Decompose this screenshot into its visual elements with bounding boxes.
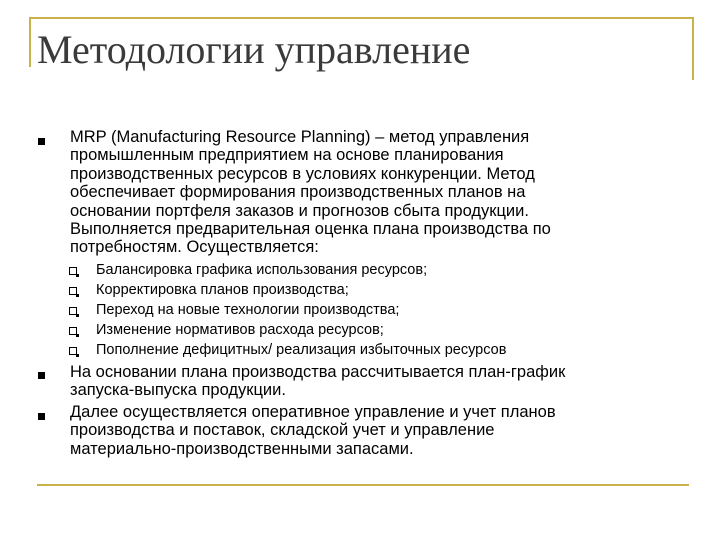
- text-line: производственных ресурсов в условиях конкуренции. Метод: [70, 164, 535, 183]
- text-line: потребностям. Осуществляется:: [70, 238, 319, 257]
- text-line: промышленным предприятием на основе планирования: [70, 146, 504, 165]
- square-bullet-icon: [38, 372, 45, 379]
- text-line: обеспечивает формирования производственных планов на: [70, 183, 526, 202]
- text-line: материально-производственными запасами.: [70, 439, 414, 458]
- bullet-paragraph-mrp: [70, 128, 690, 257]
- subitem-norm-change: Изменение нормативов расхода ресурсов;: [96, 322, 384, 338]
- subitem-resource-replenishment: Пополнение дефицитных/ реализация избыточных ресурсов: [96, 342, 507, 358]
- square-bullet-icon: [38, 138, 45, 145]
- subitem-resource-balancing: Балансировка графика использования ресурсов;: [96, 262, 428, 278]
- text-line: производства и поставок, складской учет и управление: [70, 421, 495, 440]
- text-line: запуска-выпуска продукции.: [70, 381, 286, 400]
- bottom-divider-line: [37, 484, 689, 486]
- title-frame-left-line: [29, 17, 31, 67]
- square-bullet-icon: [38, 413, 45, 420]
- text-line: Выполняется предварительная оценка плана производства по: [70, 220, 551, 239]
- bullet-paragraph-operational-management: [70, 403, 690, 458]
- text-line: основании портфеля заказов и прогнозов сбыта продукции.: [70, 201, 529, 220]
- text-line: На основании плана производства рассчитывается план-график: [70, 363, 566, 381]
- hollow-square-bullet-icon: [69, 327, 77, 335]
- text-line: Далее осуществляется оперативное управление и учет планов: [70, 403, 556, 421]
- subitem-new-technologies: Переход на новые технологии производства;: [96, 302, 400, 318]
- title-frame-top-line: [29, 17, 694, 19]
- hollow-square-bullet-icon: [69, 307, 77, 315]
- title-frame-right-line: [692, 17, 694, 80]
- hollow-square-bullet-icon: [69, 267, 77, 275]
- hollow-square-bullet-icon: [69, 287, 77, 295]
- bullet-paragraph-production-schedule: [70, 363, 690, 400]
- slide-title: Методологии управление: [37, 27, 471, 72]
- text-line: MRP (Manufacturing Resource Planning) – метод управления: [70, 128, 530, 146]
- subitem-plan-correction: Корректировка планов производства;: [96, 282, 349, 298]
- hollow-square-bullet-icon: [69, 347, 77, 355]
